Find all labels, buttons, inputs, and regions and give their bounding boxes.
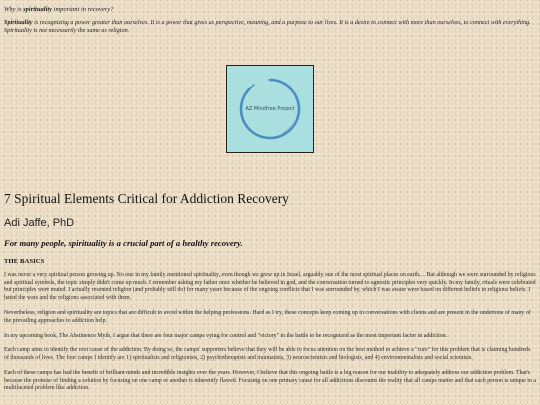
intro-definition-text: is recognizing a power greater than ourselves. It is a power that gives us perspective, meaning, and a purpose to our lives. It is a desire to connect with more than ourselves, to connect with everything. Spirituality is not necessarily the same as religion. — [4, 18, 531, 35]
article-lede: For many people, spirituality is a crucial part of a healthy recovery. — [4, 237, 243, 248]
article-title: 7 Spiritual Elements Critical for Addiction Recovery — [4, 191, 289, 206]
intro-question-pre: Why is — [4, 6, 24, 13]
article-paragraph: Each of these camps has had the benefit of brilliant minds and incredible insights over the years. However, I believe that this ongoing battle is a big reason for our inability to adequately address our addiction problem. That's because the promise of finding a solution by focusing on one camp or another is inherently flawed. Focusing on one primary cause for all addictions discounts the reality that all camps matter and that each person is unique in a multifaceted problem like addiction. — [4, 369, 536, 392]
logo-box — [226, 65, 314, 153]
logo-text: AZ Mindfree Project — [245, 106, 295, 112]
article — [4, 192, 536, 400]
intro-question — [4, 6, 536, 14]
intro-question-emphasis: spirituality — [23, 6, 53, 13]
logo — [226, 65, 314, 153]
article-paragraph: In my upcoming book, The Abstinence Myth, I argue that there are four major camps vying for control and "victory" in the battle to be recognized as the most important factor in addiction. — [4, 332, 448, 339]
section-heading: THE BASICS — [4, 257, 45, 265]
article-paragraph: Each camp aims to identify the root cause of the addiction. By doing so, the camps' supporters believe that they will be able to focus attention on the best method to achieve a "cure" for this problem that is claiming hundreds of thousands of lives. The four camps I identify are 1) spiritualists and religionists, 2) psychotherapists and traumatists, 3) neuroscientists and biologists, and 4) environmentalists and social scientists. — [4, 347, 531, 362]
article-paragraph: Nevertheless, religion and spirituality are topics that are difficult to avoid within the helping professions. Hard as I try, these concepts keep coming up in conversations with clients and are present in the undertone of many of the prevailing approaches to addiction help. — [4, 309, 531, 324]
intro-definition — [4, 19, 536, 36]
article-paragraph: I was never a very spiritual person growing up. No one in my family mentioned spirituality, even though we grew up in Israel, arguably one of the most spiritual places on earth… But although we were surrounded by religious and spiritual symbols, the topic simply didn't come up much. I remember asking my father once whether he believed in god, and the conversation turned to agnostic principles very quickly. In my family, rituals were celebrated but principles were muted. I actually resented religion (and probably still do) for many years because of the ongoing conflicts that I was surrounded by, which I was aware were based on different beliefs in religious beliefs. I hated the wars and the religions associated with them. — [4, 271, 536, 302]
intro-question-post: important in recovery? — [52, 6, 114, 13]
intro-definition-term: Spirituality — [4, 18, 33, 26]
article-author: Adi Jaffe, PhD — [4, 216, 75, 229]
